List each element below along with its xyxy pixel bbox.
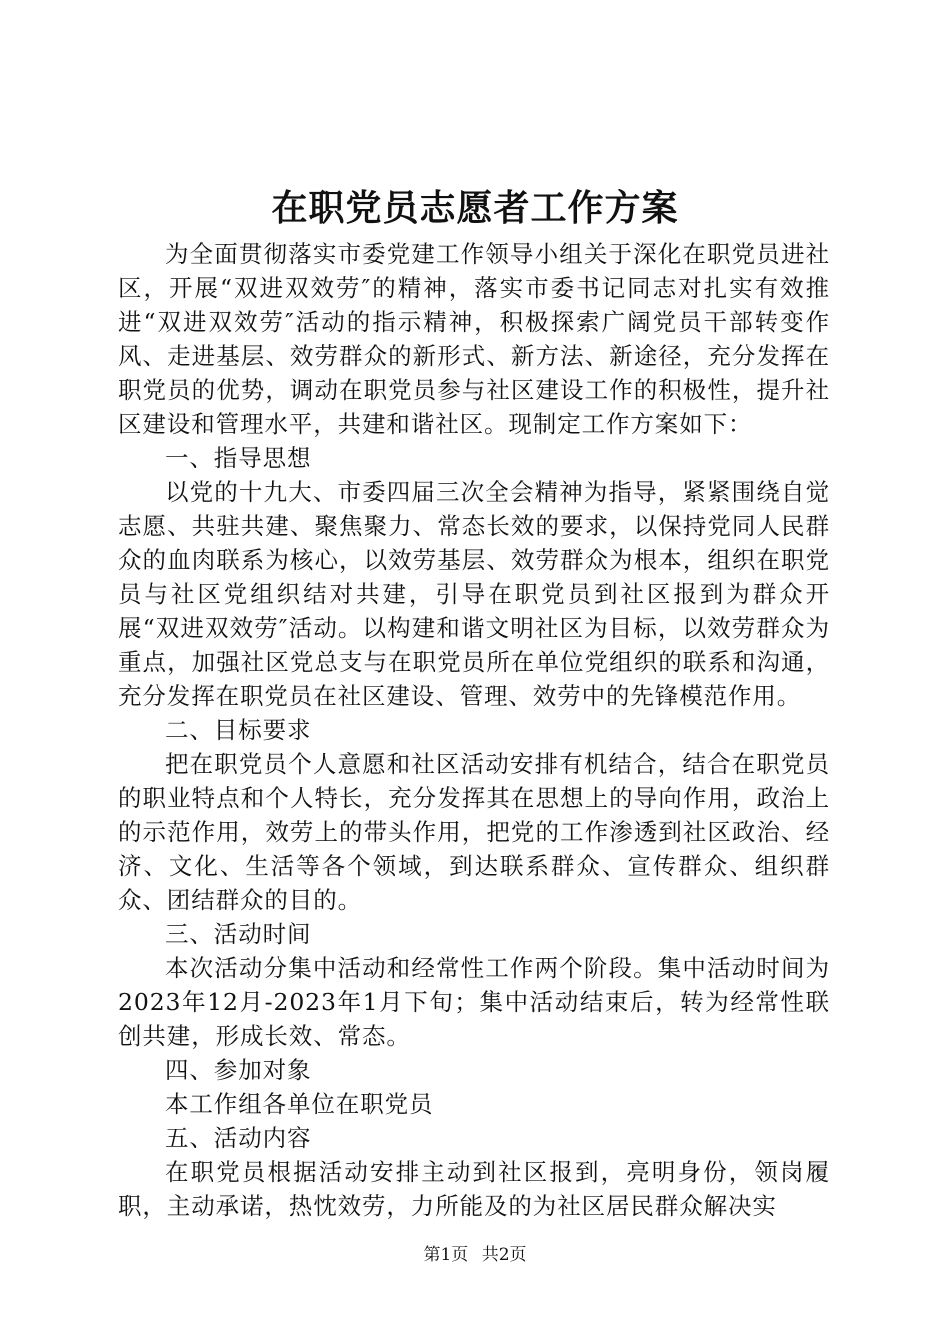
page-number-total: 共2页	[481, 1245, 527, 1265]
section-heading-activity-time: 三、活动时间	[165, 920, 312, 948]
section-heading-objectives: 二、目标要求	[165, 716, 312, 744]
section-paragraph-objectives: 把在职党员个人意愿和社区活动安排有机结合，结合在职党员的职业特点和个人特长，充分发挥其在思想上的导向作用，政治上的示范作用，效劳上的带头作用，把党的工作渗透到社区政治、经济、文化、生活等各个领域，到达联系群众、宣传群众、组织群众、团结群众的目的。	[118, 750, 830, 914]
section-paragraph-activity-content: 在职党员根据活动安排主动到社区报到，亮明身份，领岗履职，主动承诺，热忱效劳，力所能及的为社区居民群众解决实	[118, 1158, 830, 1220]
section-paragraph-activity-time: 本次活动分集中活动和经常性工作两个阶段。集中活动时间为2023年12月-2023年1月下旬；集中活动结束后，转为经常性联创共建，形成长效、常态。	[118, 954, 830, 1050]
page-footer	[0, 1244, 950, 1266]
section-heading-participants: 四、参加对象	[165, 1056, 312, 1084]
section-heading-activity-content: 五、活动内容	[165, 1124, 312, 1152]
intro-paragraph: 为全面贯彻落实市委党建工作领导小组关于深化在职党员进社区，开展“双进双效劳″的精神，落实市委书记同志对扎实有效推进“双进双效劳″活动的指示精神，积极探索广阔党员干部转变作风、走进基层、效劳群众的新形式、新方法、新途径，充分发挥在职党员的优势，调动在职党员参与社区建设工作的积极性，提升社区建设和管理水平，共建和谐社区。现制定工作方案如下：	[118, 240, 830, 438]
section-paragraph-guiding-ideology: 以党的十九大、市委四届三次全会精神为指导，紧紧围绕自觉志愿、共驻共建、聚焦聚力、常态长效的要求，以保持党同人民群众的血肉联系为核心，以效劳基层、效劳群众为根本，组织在职党员与社区党组织结对共建，引导在职党员到社区报到为群众开展“双进双效劳″活动。以构建和谐文明社区为目标，以效劳群众为重点，加强社区党总支与在职党员所在单位党组织的联系和沟通，充分发挥在职党员在社区建设、管理、效劳中的先锋模范作用。	[118, 478, 830, 710]
page-number-current: 第1页	[423, 1245, 469, 1265]
document-body	[118, 237, 830, 1223]
section-paragraph-participants: 本工作组各单位在职党员	[165, 1090, 434, 1118]
document-title: 在职党员志愿者工作方案	[271, 187, 679, 229]
section-heading-guiding-ideology: 一、指导思想	[165, 444, 312, 472]
